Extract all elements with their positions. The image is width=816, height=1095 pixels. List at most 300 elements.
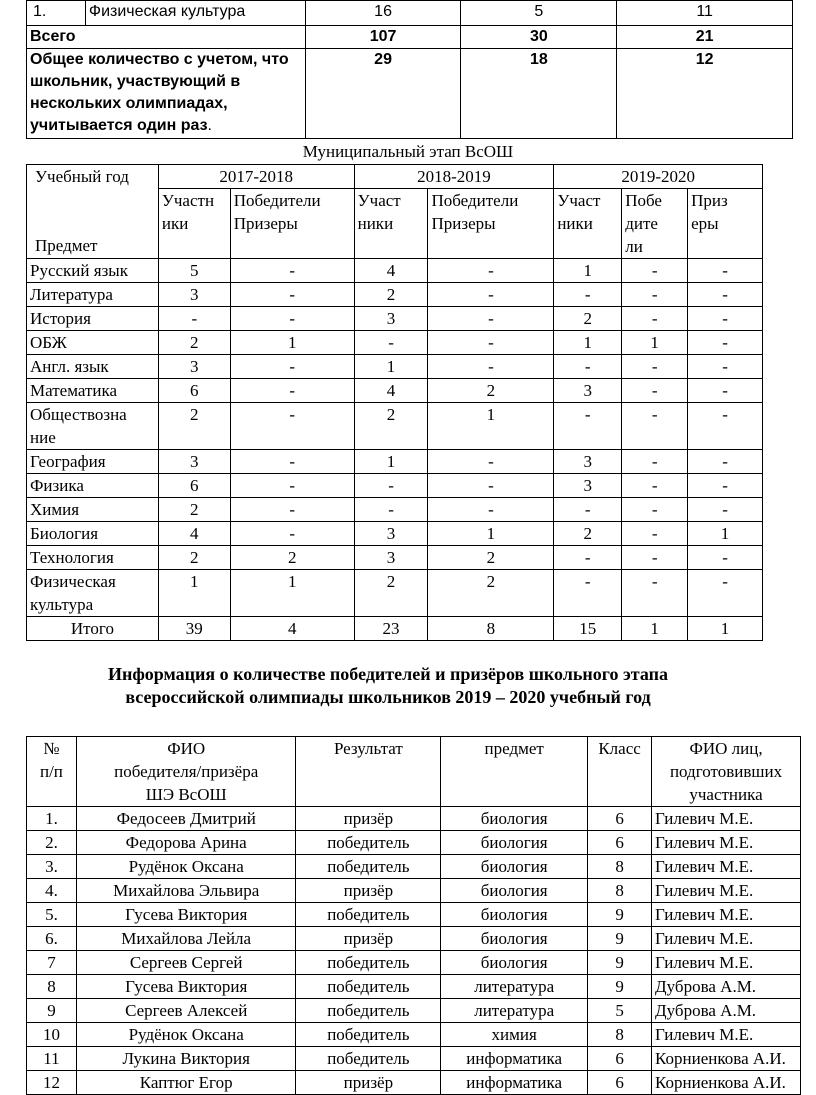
- subject-line: Биология: [30, 524, 99, 543]
- student-name: Сергеев Сергей: [76, 951, 296, 975]
- student-name: Михайлова Эльвира: [76, 879, 296, 903]
- cell: -: [622, 450, 688, 474]
- winners-table: [26, 736, 801, 1095]
- header-line: ики: [161, 214, 189, 233]
- cell: -: [622, 307, 688, 331]
- cell: 3: [158, 450, 230, 474]
- header-row: [27, 737, 801, 807]
- cell: -: [230, 259, 354, 283]
- cell: -: [688, 307, 763, 331]
- teacher-name: Гилевич М.Е.: [652, 879, 801, 903]
- table-row: [27, 1071, 801, 1095]
- cell: 2: [230, 546, 354, 570]
- cell: 5: [461, 1, 617, 26]
- table-row: [27, 879, 801, 903]
- result: победитель: [296, 951, 441, 975]
- cell: -: [554, 355, 622, 379]
- cell: -: [428, 307, 554, 331]
- header-line: победителя/призёра: [114, 762, 259, 781]
- cell: 1: [230, 570, 354, 617]
- cell: -: [428, 331, 554, 355]
- grade: 9: [588, 951, 652, 975]
- year-header: 2018-2019: [354, 165, 554, 189]
- cell: 2: [158, 498, 230, 522]
- subject: биология: [441, 927, 588, 951]
- cell: -: [428, 474, 554, 498]
- cell: -: [622, 283, 688, 307]
- teacher-header: [652, 737, 801, 807]
- grade-header: Класс: [588, 737, 652, 807]
- result: победитель: [296, 1047, 441, 1071]
- student-name: Федосеев Дмитрий: [76, 807, 296, 831]
- row-number: 2.: [27, 831, 77, 855]
- teacher-name: Дуброва А.М.: [652, 999, 801, 1023]
- cell: -: [622, 379, 688, 403]
- cell: -: [354, 331, 428, 355]
- student-name: Сергеев Алексей: [76, 999, 296, 1023]
- cell: -: [428, 283, 554, 307]
- heading-line: всероссийской олимпиады школьников 2019 – 2020 учебный год: [125, 687, 651, 707]
- teacher-name: Гилевич М.Е.: [652, 831, 801, 855]
- row-number: 4.: [27, 879, 77, 903]
- cell: -: [428, 450, 554, 474]
- subject: литература: [441, 975, 588, 999]
- cell: 3: [354, 522, 428, 546]
- subject-cell: [27, 307, 159, 331]
- header-line: Участн: [161, 191, 215, 210]
- cell: 2: [158, 546, 230, 570]
- cell: 23: [354, 617, 428, 641]
- cell: 1: [688, 617, 763, 641]
- cell: 1: [688, 522, 763, 546]
- cell: 3: [554, 450, 622, 474]
- teacher-name: Гилевич М.Е.: [652, 903, 801, 927]
- cell: -: [554, 498, 622, 522]
- grade: 9: [588, 927, 652, 951]
- result: призёр: [296, 879, 441, 903]
- grade: 6: [588, 1071, 652, 1095]
- table-row: [27, 259, 763, 283]
- cell: -: [554, 546, 622, 570]
- header-line: Приз: [691, 191, 728, 210]
- cell: -: [688, 355, 763, 379]
- cell: 5: [158, 259, 230, 283]
- result-header: Результат: [296, 737, 441, 807]
- header-line: Победители: [431, 191, 519, 210]
- header-line: ФИО: [167, 739, 206, 758]
- header-line: ники: [357, 214, 394, 233]
- year-header: 2019-2020: [554, 165, 763, 189]
- corner-year: Учебный год: [35, 167, 129, 186]
- cell: 3: [158, 355, 230, 379]
- cell: 4: [354, 379, 428, 403]
- student-name: Михайлова Лейла: [76, 927, 296, 951]
- label-text: учитывается один раз: [30, 117, 208, 134]
- subject: биология: [441, 951, 588, 975]
- grade: 8: [588, 855, 652, 879]
- result: победитель: [296, 855, 441, 879]
- subject: литература: [441, 999, 588, 1023]
- cell: 2: [428, 570, 554, 617]
- num-header: [27, 737, 77, 807]
- cell: 2: [554, 522, 622, 546]
- cell: 39: [158, 617, 230, 641]
- header-line: участника: [689, 785, 763, 804]
- cell: -: [622, 522, 688, 546]
- subject-line: ние: [30, 428, 56, 447]
- cell: -: [688, 283, 763, 307]
- header-line: Участ: [557, 191, 601, 210]
- cell: 3: [158, 283, 230, 307]
- cell: 2: [158, 331, 230, 355]
- section-heading: [0, 663, 776, 709]
- cell: -: [622, 546, 688, 570]
- result: победитель: [296, 1023, 441, 1047]
- unique-count-label: [27, 49, 306, 139]
- cell: -: [230, 474, 354, 498]
- student-name: Гусева Виктория: [76, 975, 296, 999]
- subject-cell: [27, 522, 159, 546]
- grade: 5: [588, 999, 652, 1023]
- header-line: Победители: [233, 191, 321, 210]
- teacher-name: Гилевич М.Е.: [652, 927, 801, 951]
- municipal-stage-table: [26, 164, 763, 641]
- cell: 1: [354, 355, 428, 379]
- header-line: Призеры: [233, 214, 298, 233]
- label-line: школьник, участвующий в: [30, 73, 241, 90]
- table-row: [27, 450, 763, 474]
- fio-header: [76, 737, 296, 807]
- cell: -: [688, 331, 763, 355]
- cell: -: [428, 355, 554, 379]
- cell: -: [230, 283, 354, 307]
- subject-line: Англ. язык: [30, 357, 109, 376]
- olympiad-summary-table: [26, 0, 793, 139]
- cell: -: [622, 259, 688, 283]
- table-row: [27, 403, 763, 450]
- participants-header: [354, 189, 428, 259]
- subject-cell: [27, 474, 159, 498]
- year-header: 2017-2018: [158, 165, 354, 189]
- cell: 1: [354, 450, 428, 474]
- header-line: п/п: [39, 762, 63, 781]
- grade: 6: [588, 831, 652, 855]
- cell: 2: [354, 570, 428, 617]
- row-number: 7: [27, 951, 77, 975]
- cell: -: [230, 379, 354, 403]
- grade: 6: [588, 1047, 652, 1071]
- cell: 6: [158, 474, 230, 498]
- cell: -: [230, 522, 354, 546]
- table-row: [27, 522, 763, 546]
- header-line: Побе: [625, 191, 662, 210]
- cell: -: [554, 570, 622, 617]
- subject-line: География: [30, 452, 106, 471]
- cell: -: [688, 450, 763, 474]
- total-label: Итого: [27, 617, 159, 641]
- cell: 107: [305, 26, 461, 49]
- table-row: [27, 331, 763, 355]
- student-name: Рудёнок Оксана: [76, 855, 296, 879]
- cell: -: [622, 403, 688, 450]
- subject: биология: [441, 903, 588, 927]
- table-row: [27, 1, 793, 26]
- cell: 11: [617, 1, 793, 26]
- subject-cell: [27, 283, 159, 307]
- subject: биология: [441, 855, 588, 879]
- cell: -: [622, 474, 688, 498]
- cell: 29: [305, 49, 461, 139]
- total-row: [27, 617, 763, 641]
- cell: -: [622, 355, 688, 379]
- table-row: [27, 831, 801, 855]
- header-line: Призеры: [431, 214, 496, 233]
- table-row: [27, 903, 801, 927]
- cell: 8: [428, 617, 554, 641]
- cell: 18: [461, 49, 617, 139]
- cell: 4: [158, 522, 230, 546]
- header-line: ли: [625, 237, 643, 256]
- subject-cell: [27, 546, 159, 570]
- label-line: [30, 115, 302, 137]
- table-row: [27, 307, 763, 331]
- teacher-name: Корниенкова А.И.: [652, 1047, 801, 1071]
- table-row: [27, 975, 801, 999]
- unique-count-row: [27, 49, 793, 139]
- label-period: .: [207, 117, 212, 134]
- subject-cell: [27, 259, 159, 283]
- cell: 3: [554, 379, 622, 403]
- corner-subject: Предмет: [35, 236, 98, 255]
- cell: 1: [230, 331, 354, 355]
- cell: 1: [158, 570, 230, 617]
- row-number: 1.: [27, 807, 77, 831]
- row-number: 1.: [27, 1, 86, 26]
- subject-line: Литература: [30, 285, 113, 304]
- subject-cell: [27, 355, 159, 379]
- subject-line: Химия: [30, 500, 80, 519]
- table-row: [27, 546, 763, 570]
- teacher-name: Корниенкова А.И.: [652, 1071, 801, 1095]
- cell: -: [622, 498, 688, 522]
- table-row: [27, 1023, 801, 1047]
- grade: 6: [588, 807, 652, 831]
- participants-header: [158, 189, 230, 259]
- student-name: Гусева Виктория: [76, 903, 296, 927]
- subject-cell: [27, 403, 159, 450]
- grade: 8: [588, 879, 652, 903]
- row-number: 12: [27, 1071, 77, 1095]
- cell: -: [230, 403, 354, 450]
- subject: биология: [441, 831, 588, 855]
- grade: 8: [588, 1023, 652, 1047]
- subject-cell: [27, 450, 159, 474]
- cell: 6: [158, 379, 230, 403]
- cell: -: [428, 259, 554, 283]
- grade: 9: [588, 975, 652, 999]
- teacher-name: Гилевич М.Е.: [652, 807, 801, 831]
- cell: 3: [354, 307, 428, 331]
- cell: 2: [428, 546, 554, 570]
- table-row: [27, 951, 801, 975]
- participants-header: [554, 189, 622, 259]
- table-row: [27, 498, 763, 522]
- cell: 1: [554, 331, 622, 355]
- header-line: ФИО лиц,: [689, 739, 763, 758]
- table-row: [27, 379, 763, 403]
- cell: -: [158, 307, 230, 331]
- teacher-name: Гилевич М.Е.: [652, 1023, 801, 1047]
- table-row: [27, 1047, 801, 1071]
- subject-line: ОБЖ: [30, 333, 67, 352]
- student-name: Федорова Арина: [76, 831, 296, 855]
- header-line: дите: [625, 214, 658, 233]
- subject: информатика: [441, 1047, 588, 1071]
- row-number: 10: [27, 1023, 77, 1047]
- table-row: [27, 927, 801, 951]
- cell: 2: [428, 379, 554, 403]
- cell: 3: [554, 474, 622, 498]
- cell: 1: [554, 259, 622, 283]
- cell: -: [354, 474, 428, 498]
- table-row: [27, 999, 801, 1023]
- corner-header: [27, 165, 159, 259]
- winners-header: [622, 189, 688, 259]
- header-row-years: [27, 165, 763, 189]
- cell: 21: [617, 26, 793, 49]
- result: победитель: [296, 903, 441, 927]
- total-row: [27, 26, 793, 49]
- municipal-caption: Муниципальный этап ВсОШ: [302, 142, 514, 161]
- student-name: Каптюг Егор: [76, 1071, 296, 1095]
- cell: -: [354, 498, 428, 522]
- subject-cell: [27, 570, 159, 617]
- cell: 2: [158, 403, 230, 450]
- cell: -: [554, 403, 622, 450]
- result: призёр: [296, 927, 441, 951]
- cell: 1: [622, 331, 688, 355]
- grade: 9: [588, 903, 652, 927]
- header-line: подготовивших: [669, 762, 783, 781]
- cell: 15: [554, 617, 622, 641]
- header-line: ники: [557, 214, 593, 233]
- result: победитель: [296, 975, 441, 999]
- cell: -: [688, 474, 763, 498]
- result: призёр: [296, 807, 441, 831]
- cell: -: [688, 259, 763, 283]
- teacher-name: Гилевич М.Е.: [652, 855, 801, 879]
- cell: -: [622, 570, 688, 617]
- prizewinners-header: [688, 189, 763, 259]
- cell: -: [688, 546, 763, 570]
- result: победитель: [296, 831, 441, 855]
- cell: 2: [554, 307, 622, 331]
- table-row: [27, 283, 763, 307]
- cell: 16: [305, 1, 461, 26]
- row-number: 5.: [27, 903, 77, 927]
- row-number: 11: [27, 1047, 77, 1071]
- header-line: Участ: [357, 191, 401, 210]
- cell: 1: [428, 403, 554, 450]
- subject: биология: [441, 807, 588, 831]
- subject-cell: [27, 498, 159, 522]
- table-row: [27, 807, 801, 831]
- table-row: [27, 855, 801, 879]
- cell: 3: [354, 546, 428, 570]
- cell: -: [230, 498, 354, 522]
- winners-header: [428, 189, 554, 259]
- subject-line: Физическая: [30, 572, 116, 591]
- municipal-rows: [27, 259, 763, 617]
- row-number: 6.: [27, 927, 77, 951]
- cell: -: [230, 307, 354, 331]
- cell: 12: [617, 49, 793, 139]
- cell: 30: [461, 26, 617, 49]
- subject-cell: [27, 331, 159, 355]
- total-label: Всего: [27, 26, 306, 49]
- label-line: Общее количество с учетом, что: [30, 51, 289, 68]
- cell: -: [688, 403, 763, 450]
- cell: 2: [354, 283, 428, 307]
- student-name: Лукина Виктория: [76, 1047, 296, 1071]
- label-line: нескольких олимпиадах,: [30, 95, 228, 112]
- subject-line: История: [30, 309, 91, 328]
- cell: -: [554, 283, 622, 307]
- teacher-name: Гилевич М.Е.: [652, 951, 801, 975]
- cell: -: [230, 450, 354, 474]
- subject-line: Технология: [30, 548, 114, 567]
- cell: 1: [622, 617, 688, 641]
- subject: химия: [441, 1023, 588, 1047]
- table-row: [27, 474, 763, 498]
- cell: -: [428, 498, 554, 522]
- header-line: ШЭ ВсОШ: [145, 785, 227, 804]
- cell: -: [688, 498, 763, 522]
- row-subject: Физическая культура: [85, 1, 305, 26]
- result: призёр: [296, 1071, 441, 1095]
- subject-line: Физика: [30, 476, 84, 495]
- winners-rows: [27, 807, 801, 1095]
- table-row: [27, 570, 763, 617]
- row-number: 9: [27, 999, 77, 1023]
- student-name: Рудёнок Оксана: [76, 1023, 296, 1047]
- subject-line: Русский язык: [30, 261, 128, 280]
- subject-line: Математика: [30, 381, 118, 400]
- cell: 2: [354, 403, 428, 450]
- cell: -: [230, 355, 354, 379]
- cell: -: [688, 570, 763, 617]
- cell: 4: [354, 259, 428, 283]
- subject-line: Обществозна: [30, 405, 127, 424]
- cell: 4: [230, 617, 354, 641]
- row-number: 3.: [27, 855, 77, 879]
- header-line: еры: [691, 214, 719, 233]
- cell: -: [688, 379, 763, 403]
- header-line: №: [43, 739, 60, 758]
- winners-header: [230, 189, 354, 259]
- row-number: 8: [27, 975, 77, 999]
- cell: 1: [428, 522, 554, 546]
- subject-header: предмет: [441, 737, 588, 807]
- table-row: [27, 355, 763, 379]
- subject: биология: [441, 879, 588, 903]
- subject: информатика: [441, 1071, 588, 1095]
- result: победитель: [296, 999, 441, 1023]
- subject-line: культура: [30, 595, 94, 614]
- teacher-name: Дуброва А.М.: [652, 975, 801, 999]
- subject-cell: [27, 379, 159, 403]
- heading-line: Информация о количестве победителей и призёров школьного этапа: [107, 664, 668, 684]
